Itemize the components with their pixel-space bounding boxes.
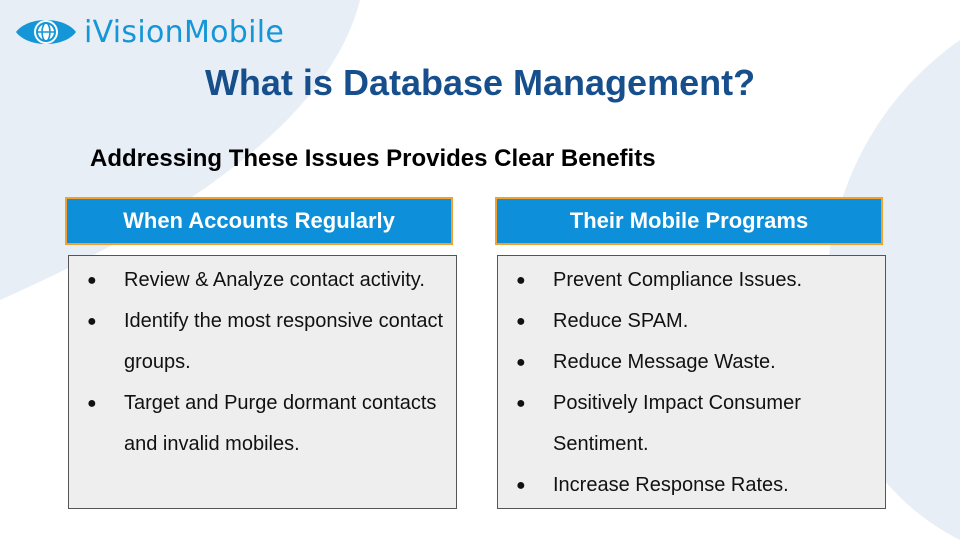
- brand-name: iVisionMobile: [84, 14, 285, 50]
- right-column-box: [497, 255, 886, 509]
- list-item: [498, 260, 885, 301]
- list-item-text: Identify the most responsive contact groups.: [124, 310, 444, 373]
- brand-logo: [14, 12, 284, 52]
- bullet-icon: ●: [87, 313, 97, 330]
- left-column-box: [68, 255, 457, 509]
- bullet-icon: ●: [87, 395, 97, 412]
- list-item: [69, 301, 456, 383]
- list-item-text: Increase Response Rates.: [553, 474, 789, 496]
- right-bullet-list: [498, 256, 885, 506]
- bullet-icon: ●: [516, 313, 526, 330]
- list-item-text: Reduce Message Waste.: [553, 351, 776, 373]
- list-item: [498, 465, 885, 506]
- list-item-text: Review & Analyze contact activity.: [124, 269, 425, 291]
- page-title: What is Database Management?: [204, 62, 756, 103]
- bullet-icon: ●: [87, 272, 97, 289]
- list-item: [69, 260, 456, 301]
- bullet-icon: ●: [516, 272, 526, 289]
- bullet-icon: ●: [516, 477, 526, 494]
- right-column-header: Their Mobile Programs: [495, 197, 883, 245]
- bullet-icon: ●: [516, 395, 526, 412]
- eye-globe-icon: [14, 12, 78, 52]
- list-item: [498, 342, 885, 383]
- left-column-header: When Accounts Regularly: [65, 197, 453, 245]
- page-subtitle: Addressing These Issues Provides Clear Benefits: [90, 145, 656, 172]
- list-item-text: Target and Purge dormant contacts and invalid mobiles.: [124, 392, 437, 455]
- left-bullet-list: [69, 256, 456, 465]
- list-item: [498, 383, 885, 465]
- list-item: [69, 383, 456, 465]
- list-item-text: Reduce SPAM.: [553, 310, 689, 332]
- list-item-text: Prevent Compliance Issues.: [553, 269, 803, 291]
- list-item-text: Positively Impact Consumer Sentiment.: [553, 392, 801, 455]
- bullet-icon: ●: [516, 354, 526, 371]
- list-item: [498, 301, 885, 342]
